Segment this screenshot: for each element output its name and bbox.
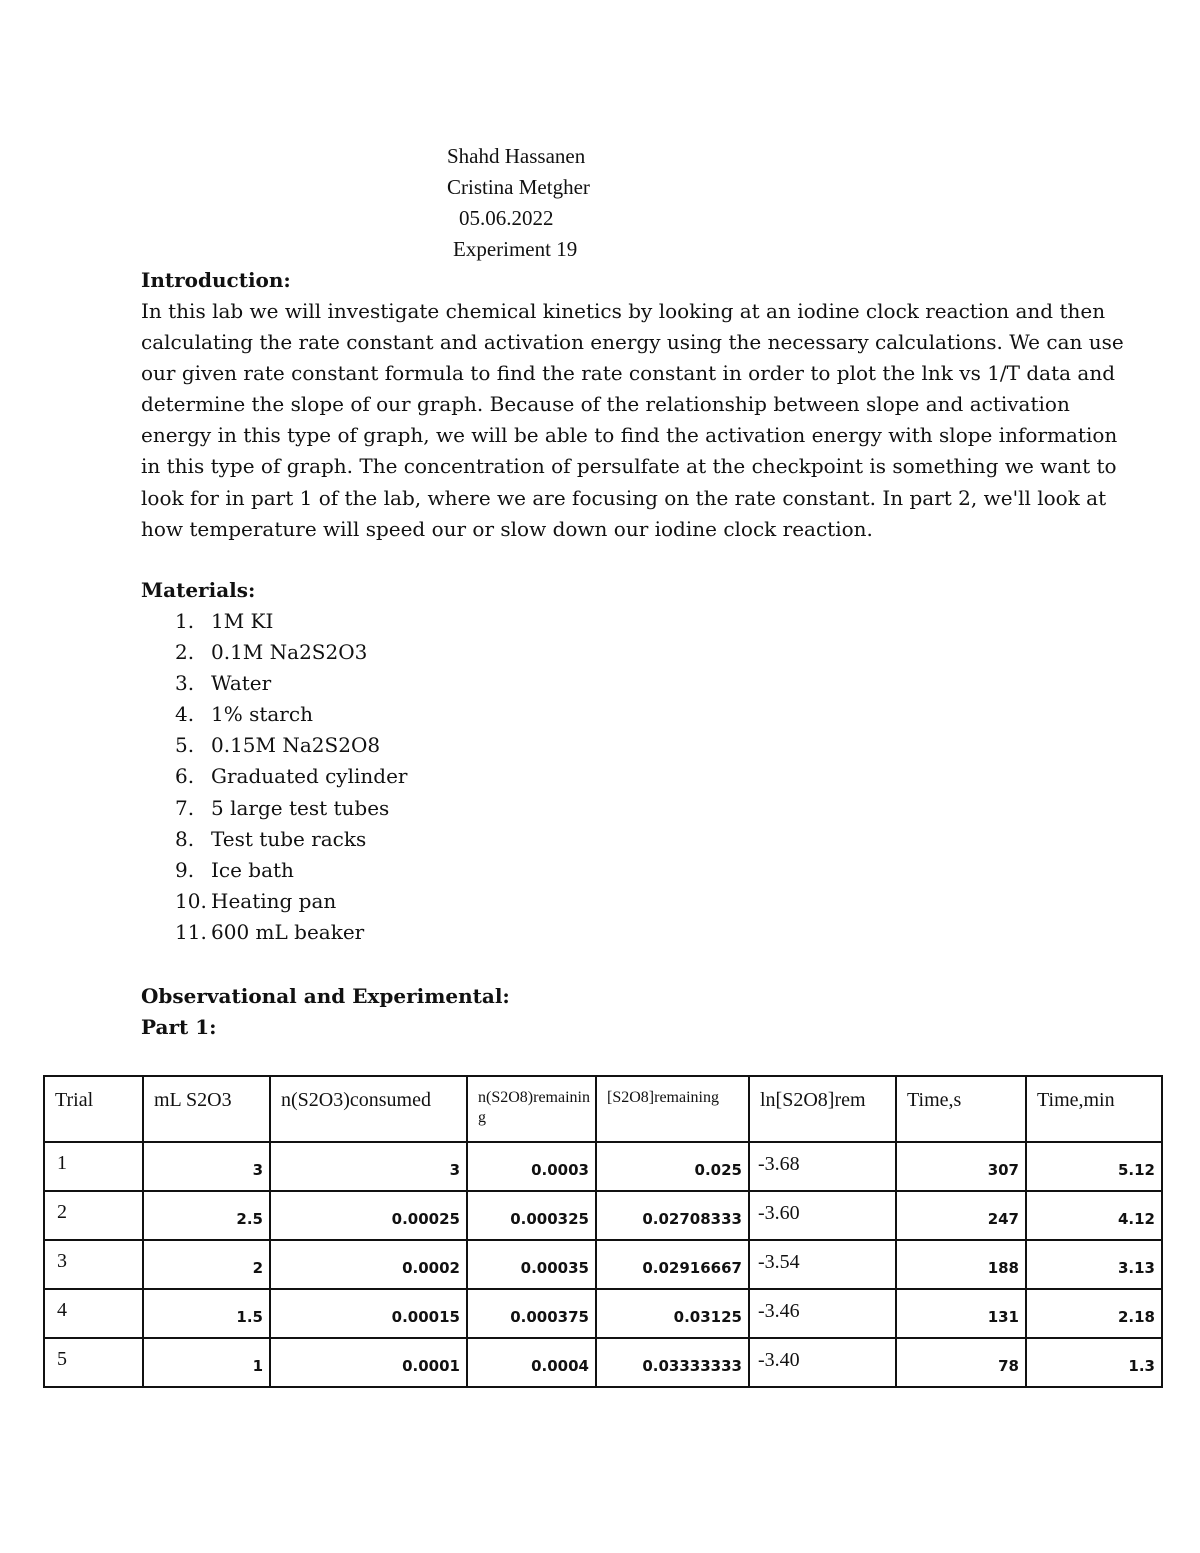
cell-ml-s2o3: 2 (252, 1259, 263, 1277)
materials-item-number: 6. (175, 764, 195, 789)
table-cell (143, 1191, 270, 1240)
part-1-data-table (43, 1075, 1163, 1388)
table-cell (1026, 1240, 1162, 1289)
table-cell (143, 1338, 270, 1387)
table-header-cell (44, 1076, 143, 1142)
table-cell (1026, 1289, 1162, 1338)
materials-item (141, 824, 407, 855)
materials-item-label: 600 mL beaker (211, 919, 365, 944)
cell-time-min: 5.12 (1117, 1161, 1155, 1179)
author-name-2: Cristina Metgher (447, 175, 590, 199)
materials-item (141, 793, 407, 824)
intro-line: In this lab we will investigate chemical kinetics by looking at an iodine clock reaction and then (141, 299, 1106, 323)
cell-n-s2o3-consumed: 0.00015 (391, 1308, 460, 1326)
cell-n-s2o8-remaining: 0.0004 (531, 1357, 589, 1375)
table-header-cell (596, 1076, 749, 1142)
table-cell (896, 1289, 1026, 1338)
table-header-cell (896, 1076, 1026, 1142)
materials-item-number: 4. (175, 702, 195, 727)
observational-heading: Observational and Experimental: (141, 984, 510, 1008)
materials-item (141, 761, 407, 792)
table-cell (749, 1191, 896, 1240)
table-cell (467, 1338, 596, 1387)
materials-item-number: 8. (175, 826, 195, 851)
materials-item (141, 699, 407, 730)
materials-item-number: 7. (175, 795, 195, 820)
table-cell (270, 1338, 467, 1387)
table-cell (896, 1142, 1026, 1191)
table-cell (44, 1289, 143, 1338)
intro-line: our given rate constant formula to find the rate constant in order to plot the lnk vs 1/T data and (141, 361, 1116, 386)
table-cell (596, 1289, 749, 1338)
header-trial: Trial (55, 1089, 94, 1111)
table-header-cell (467, 1076, 596, 1142)
table-cell (596, 1142, 749, 1191)
table-cell (749, 1240, 896, 1289)
cell-ln-s2o8-rem: -3.68 (758, 1153, 800, 1175)
cell-ml-s2o3: 3 (252, 1161, 263, 1179)
cell-trial: 5 (57, 1348, 67, 1370)
table-row (44, 1338, 1162, 1387)
cell-s2o8-remaining: 0.025 (694, 1161, 742, 1179)
table-cell (896, 1191, 1026, 1240)
table-cell (1026, 1191, 1162, 1240)
materials-item-number: 11. (175, 919, 207, 944)
intro-line: how temperature will speed our or slow down our iodine clock reaction. (141, 516, 873, 541)
table-cell (596, 1240, 749, 1289)
table-cell (1026, 1338, 1162, 1387)
cell-time-s: 247 (987, 1210, 1019, 1228)
table-row (44, 1142, 1162, 1191)
table-cell (467, 1191, 596, 1240)
table-cell (596, 1338, 749, 1387)
table-cell (143, 1142, 270, 1191)
cell-time-min: 1.3 (1128, 1357, 1155, 1375)
cell-n-s2o8-remaining: 0.0003 (531, 1161, 589, 1179)
cell-time-s: 188 (987, 1259, 1019, 1277)
cell-n-s2o3-consumed: 0.0002 (402, 1259, 460, 1277)
table-cell (467, 1289, 596, 1338)
cell-trial: 1 (57, 1152, 67, 1174)
cell-trial: 4 (57, 1299, 67, 1321)
materials-item-number: 10. (175, 888, 207, 913)
cell-ln-s2o8-rem: -3.40 (758, 1349, 800, 1371)
table-row (44, 1191, 1162, 1240)
materials-list (141, 606, 407, 948)
table-cell (896, 1338, 1026, 1387)
materials-item-label: 1% starch (211, 702, 313, 727)
table-cell (270, 1289, 467, 1338)
cell-time-s: 307 (987, 1161, 1019, 1179)
materials-item-number: 9. (175, 857, 195, 882)
table-cell (270, 1240, 467, 1289)
materials-item-label: Heating pan (211, 888, 337, 913)
table-cell (44, 1142, 143, 1191)
materials-item (141, 855, 407, 886)
intro-line: energy in this type of graph, we will be able to find the activation energy with slope information (141, 423, 1118, 448)
introduction-heading: Introduction: (141, 268, 291, 292)
materials-item (141, 606, 407, 637)
table-header-cell (143, 1076, 270, 1142)
cell-ml-s2o3: 1 (252, 1357, 263, 1375)
cell-trial: 3 (57, 1250, 67, 1272)
table-cell (749, 1338, 896, 1387)
table-cell (749, 1142, 896, 1191)
table-header-cell (270, 1076, 467, 1142)
cell-ln-s2o8-rem: -3.60 (758, 1202, 800, 1224)
materials-item-number: 1. (175, 609, 195, 633)
table-cell (44, 1191, 143, 1240)
cell-s2o8-remaining: 0.03333333 (642, 1357, 742, 1375)
materials-item (141, 917, 407, 948)
cell-n-s2o8-remaining: 0.000375 (510, 1308, 589, 1326)
part-1-heading: Part 1: (141, 1015, 217, 1039)
table-row (44, 1289, 1162, 1338)
cell-trial: 2 (57, 1201, 67, 1223)
materials-item-label: Water (211, 671, 272, 696)
materials-item (141, 886, 407, 917)
cell-n-s2o8-remaining: 0.000325 (510, 1210, 589, 1228)
intro-line: look for in part 1 of the lab, where we are focusing on the rate constant. In part 2, we'll look at (141, 485, 1107, 510)
table-cell (596, 1191, 749, 1240)
table-cell (44, 1338, 143, 1387)
materials-item (141, 637, 407, 668)
table-cell (749, 1289, 896, 1338)
experiment-title: Experiment 19 (453, 237, 578, 261)
header-ml-s2o3: mL S2O3 (154, 1089, 232, 1111)
table-cell (1026, 1142, 1162, 1191)
materials-item (141, 730, 407, 761)
intro-line: calculating the rate constant and activation energy using the necessary calculations. We can use (141, 330, 1124, 355)
table-header-cell (749, 1076, 896, 1142)
table-cell (44, 1240, 143, 1289)
table-cell (143, 1240, 270, 1289)
cell-ln-s2o8-rem: -3.54 (758, 1251, 800, 1273)
materials-item (141, 668, 407, 699)
materials-item-label: 0.15M Na2S2O8 (211, 733, 381, 758)
header-time-min: Time,min (1037, 1089, 1115, 1111)
cell-n-s2o3-consumed: 0.00025 (391, 1210, 460, 1228)
cell-time-s: 131 (987, 1308, 1019, 1326)
cell-s2o8-remaining: 0.02708333 (642, 1210, 742, 1228)
header-s2o8-remaining: [S2O8]remaining (607, 1089, 719, 1106)
materials-heading: Materials: (141, 578, 256, 602)
table-header-cell (1026, 1076, 1162, 1142)
header-n-s2o3-consumed: n(S2O3)consumed (281, 1089, 431, 1111)
materials-item-number: 2. (175, 640, 195, 665)
table-cell (467, 1142, 596, 1191)
materials-item-label: Test tube racks (211, 826, 367, 851)
cell-n-s2o8-remaining: 0.00035 (520, 1259, 589, 1277)
cell-time-min: 4.12 (1117, 1210, 1155, 1228)
introduction-paragraph (141, 296, 1124, 545)
materials-item-label: Graduated cylinder (211, 764, 408, 789)
cell-time-min: 3.13 (1117, 1259, 1155, 1277)
header-ln-s2o8-rem: ln[S2O8]rem (760, 1089, 866, 1111)
intro-line: in this type of graph. The concentration of persulfate at the checkpoint is something we want to (141, 454, 1117, 479)
cell-s2o8-remaining: 0.03125 (673, 1308, 742, 1326)
materials-item-number: 3. (175, 671, 195, 696)
materials-item-label: 1M KI (211, 609, 274, 633)
materials-item-label: Ice bath (211, 857, 294, 882)
table-cell (270, 1191, 467, 1240)
table-cell (270, 1142, 467, 1191)
cell-time-s: 78 (998, 1357, 1019, 1375)
cell-n-s2o3-consumed: 3 (449, 1161, 460, 1179)
table-header-row (44, 1076, 1162, 1142)
materials-item-number: 5. (175, 733, 195, 758)
cell-s2o8-remaining: 0.02916667 (642, 1259, 742, 1277)
materials-item-label: 5 large test tubes (211, 795, 390, 820)
header-n-s2o8-remaining: n(S2O8)remaining (478, 1089, 590, 1126)
table-cell (467, 1240, 596, 1289)
cell-ml-s2o3: 2.5 (236, 1210, 263, 1228)
table-cell (143, 1289, 270, 1338)
table-cell (896, 1240, 1026, 1289)
cell-n-s2o3-consumed: 0.0001 (402, 1357, 460, 1375)
cell-ml-s2o3: 1.5 (236, 1308, 263, 1326)
cell-ln-s2o8-rem: -3.46 (758, 1300, 800, 1322)
table-row (44, 1240, 1162, 1289)
materials-item-label: 0.1M Na2S2O3 (211, 640, 368, 665)
header-time-s: Time,s (907, 1089, 962, 1111)
intro-line: determine the slope of our graph. Because of the relationship between slope and activation (141, 392, 1070, 417)
author-name-1: Shahd Hassanen (447, 144, 586, 168)
cell-time-min: 2.18 (1117, 1308, 1155, 1326)
report-date: 05.06.2022 (459, 206, 554, 230)
